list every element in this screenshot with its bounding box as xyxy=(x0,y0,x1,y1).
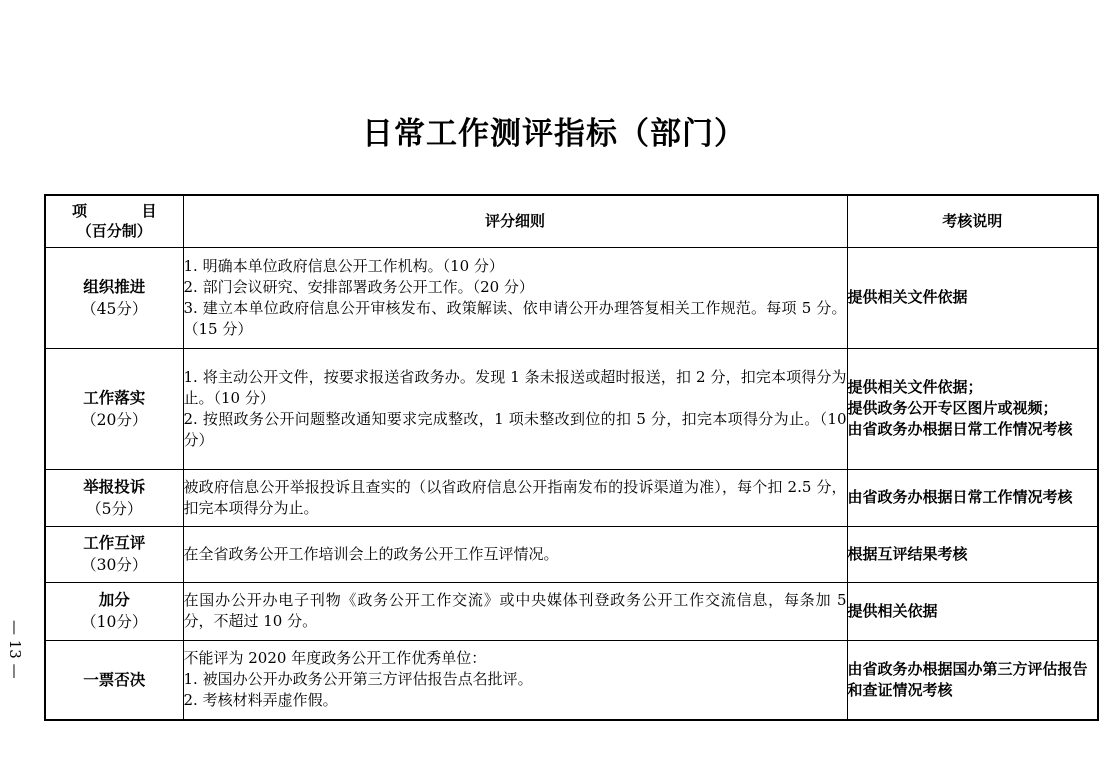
table-header-row xyxy=(45,195,1098,247)
note-line: 由省政务办根据日常工作情况考核 xyxy=(847,488,1073,506)
row-item-label: 一票否决 xyxy=(83,670,146,689)
table-row xyxy=(45,526,1098,582)
detail-line: 在全省政务公开工作培训会上的政务公开工作互评情况。 xyxy=(183,544,559,563)
row-item xyxy=(45,247,183,348)
evaluation-table xyxy=(44,194,1099,721)
row-item xyxy=(45,469,183,526)
table-row xyxy=(45,640,1098,720)
detail-line: 1. 将主动公开文件，按要求报送省政务办。发现 1 条未报送或超时报送，扣 2 分，扣完本项得分为止。（10 分） xyxy=(183,367,847,407)
row-detail xyxy=(183,348,847,469)
note-line: 由省政务办根据国办第三方评估报告和查证情况考核 xyxy=(847,659,1088,699)
header-item-label: 项 目 xyxy=(72,202,157,221)
header-detail: 评分细则 xyxy=(183,195,847,247)
row-note xyxy=(847,582,1098,640)
detail-line: 1. 明确本单位政府信息公开工作机构。（10 分） xyxy=(183,256,504,275)
row-item-label: 举报投诉 xyxy=(83,477,146,496)
row-item-points: （10分） xyxy=(81,613,148,631)
page-number: — 13 — xyxy=(6,620,24,679)
row-detail xyxy=(183,247,847,348)
header-note: 考核说明 xyxy=(847,195,1098,247)
table-row xyxy=(45,582,1098,640)
row-item xyxy=(45,582,183,640)
row-item-points: （45分） xyxy=(81,299,148,318)
detail-line: 不能评为 2020 年度政务公开工作优秀单位： xyxy=(183,649,487,668)
detail-line: 2. 按照政务公开问题整改通知要求完成整改，1 项未整改到位的扣 5 分，扣完本项得分为止。（10 分） xyxy=(183,409,847,449)
row-detail xyxy=(183,526,847,582)
row-detail xyxy=(183,582,847,640)
row-item-points: （20分） xyxy=(81,410,148,429)
detail-line: 被政府信息公开举报投诉且查实的（以省政府信息公开指南发布的投诉渠道为准），每个扣 2.5 分，扣完本项得分为止。 xyxy=(183,477,847,517)
note-line: 提供相关文件依据 xyxy=(847,288,968,306)
row-item-label: 组织推进 xyxy=(83,277,146,296)
row-item xyxy=(45,640,183,720)
row-item-label: 工作互评 xyxy=(83,534,146,552)
detail-line: 在国办公开办电子刊物《政务公开工作交流》或中央媒体刊登政务公开工作交流信息，每条加 5 分，不超过 10 分。 xyxy=(183,591,847,630)
row-item-points: （5分） xyxy=(86,499,143,518)
row-detail xyxy=(183,640,847,720)
header-item-sub: （百分制） xyxy=(76,222,152,241)
row-detail xyxy=(183,469,847,526)
header-item xyxy=(45,195,183,247)
row-item-label: 加分 xyxy=(98,591,130,609)
row-note xyxy=(847,247,1098,348)
detail-line: 3. 建立本单位政府信息公开审核发布、政策解读、依申请公开办理答复相关工作规范。每项 5 分。（15 分） xyxy=(183,298,847,338)
detail-line: 2. 部门会议研究、安排部署政务公开工作。（20 分） xyxy=(183,277,534,296)
detail-line: 1. 被国办公开办政务公开第三方评估报告点名批评。 xyxy=(183,670,533,689)
note-line: 提供相关文件依据； xyxy=(847,378,983,396)
row-item xyxy=(45,526,183,582)
row-note xyxy=(847,640,1098,720)
detail-line: 2. 考核材料弄虚作假。 xyxy=(183,691,338,710)
table-row xyxy=(45,469,1098,526)
row-item-points: （30分） xyxy=(81,556,148,574)
note-line: 由省政务办根据日常工作情况考核 xyxy=(847,420,1073,438)
note-line: 提供政务公开专区图片或视频； xyxy=(847,399,1058,417)
row-note xyxy=(847,526,1098,582)
row-item-label: 工作落实 xyxy=(83,388,146,407)
row-note xyxy=(847,469,1098,526)
table-row xyxy=(45,348,1098,469)
table-row xyxy=(45,247,1098,348)
note-line: 根据互评结果考核 xyxy=(847,544,968,563)
note-line: 提供相关依据 xyxy=(847,601,938,620)
page-title: 日常工作测评指标（部门） xyxy=(362,116,746,152)
row-note xyxy=(847,348,1098,469)
row-item xyxy=(45,348,183,469)
